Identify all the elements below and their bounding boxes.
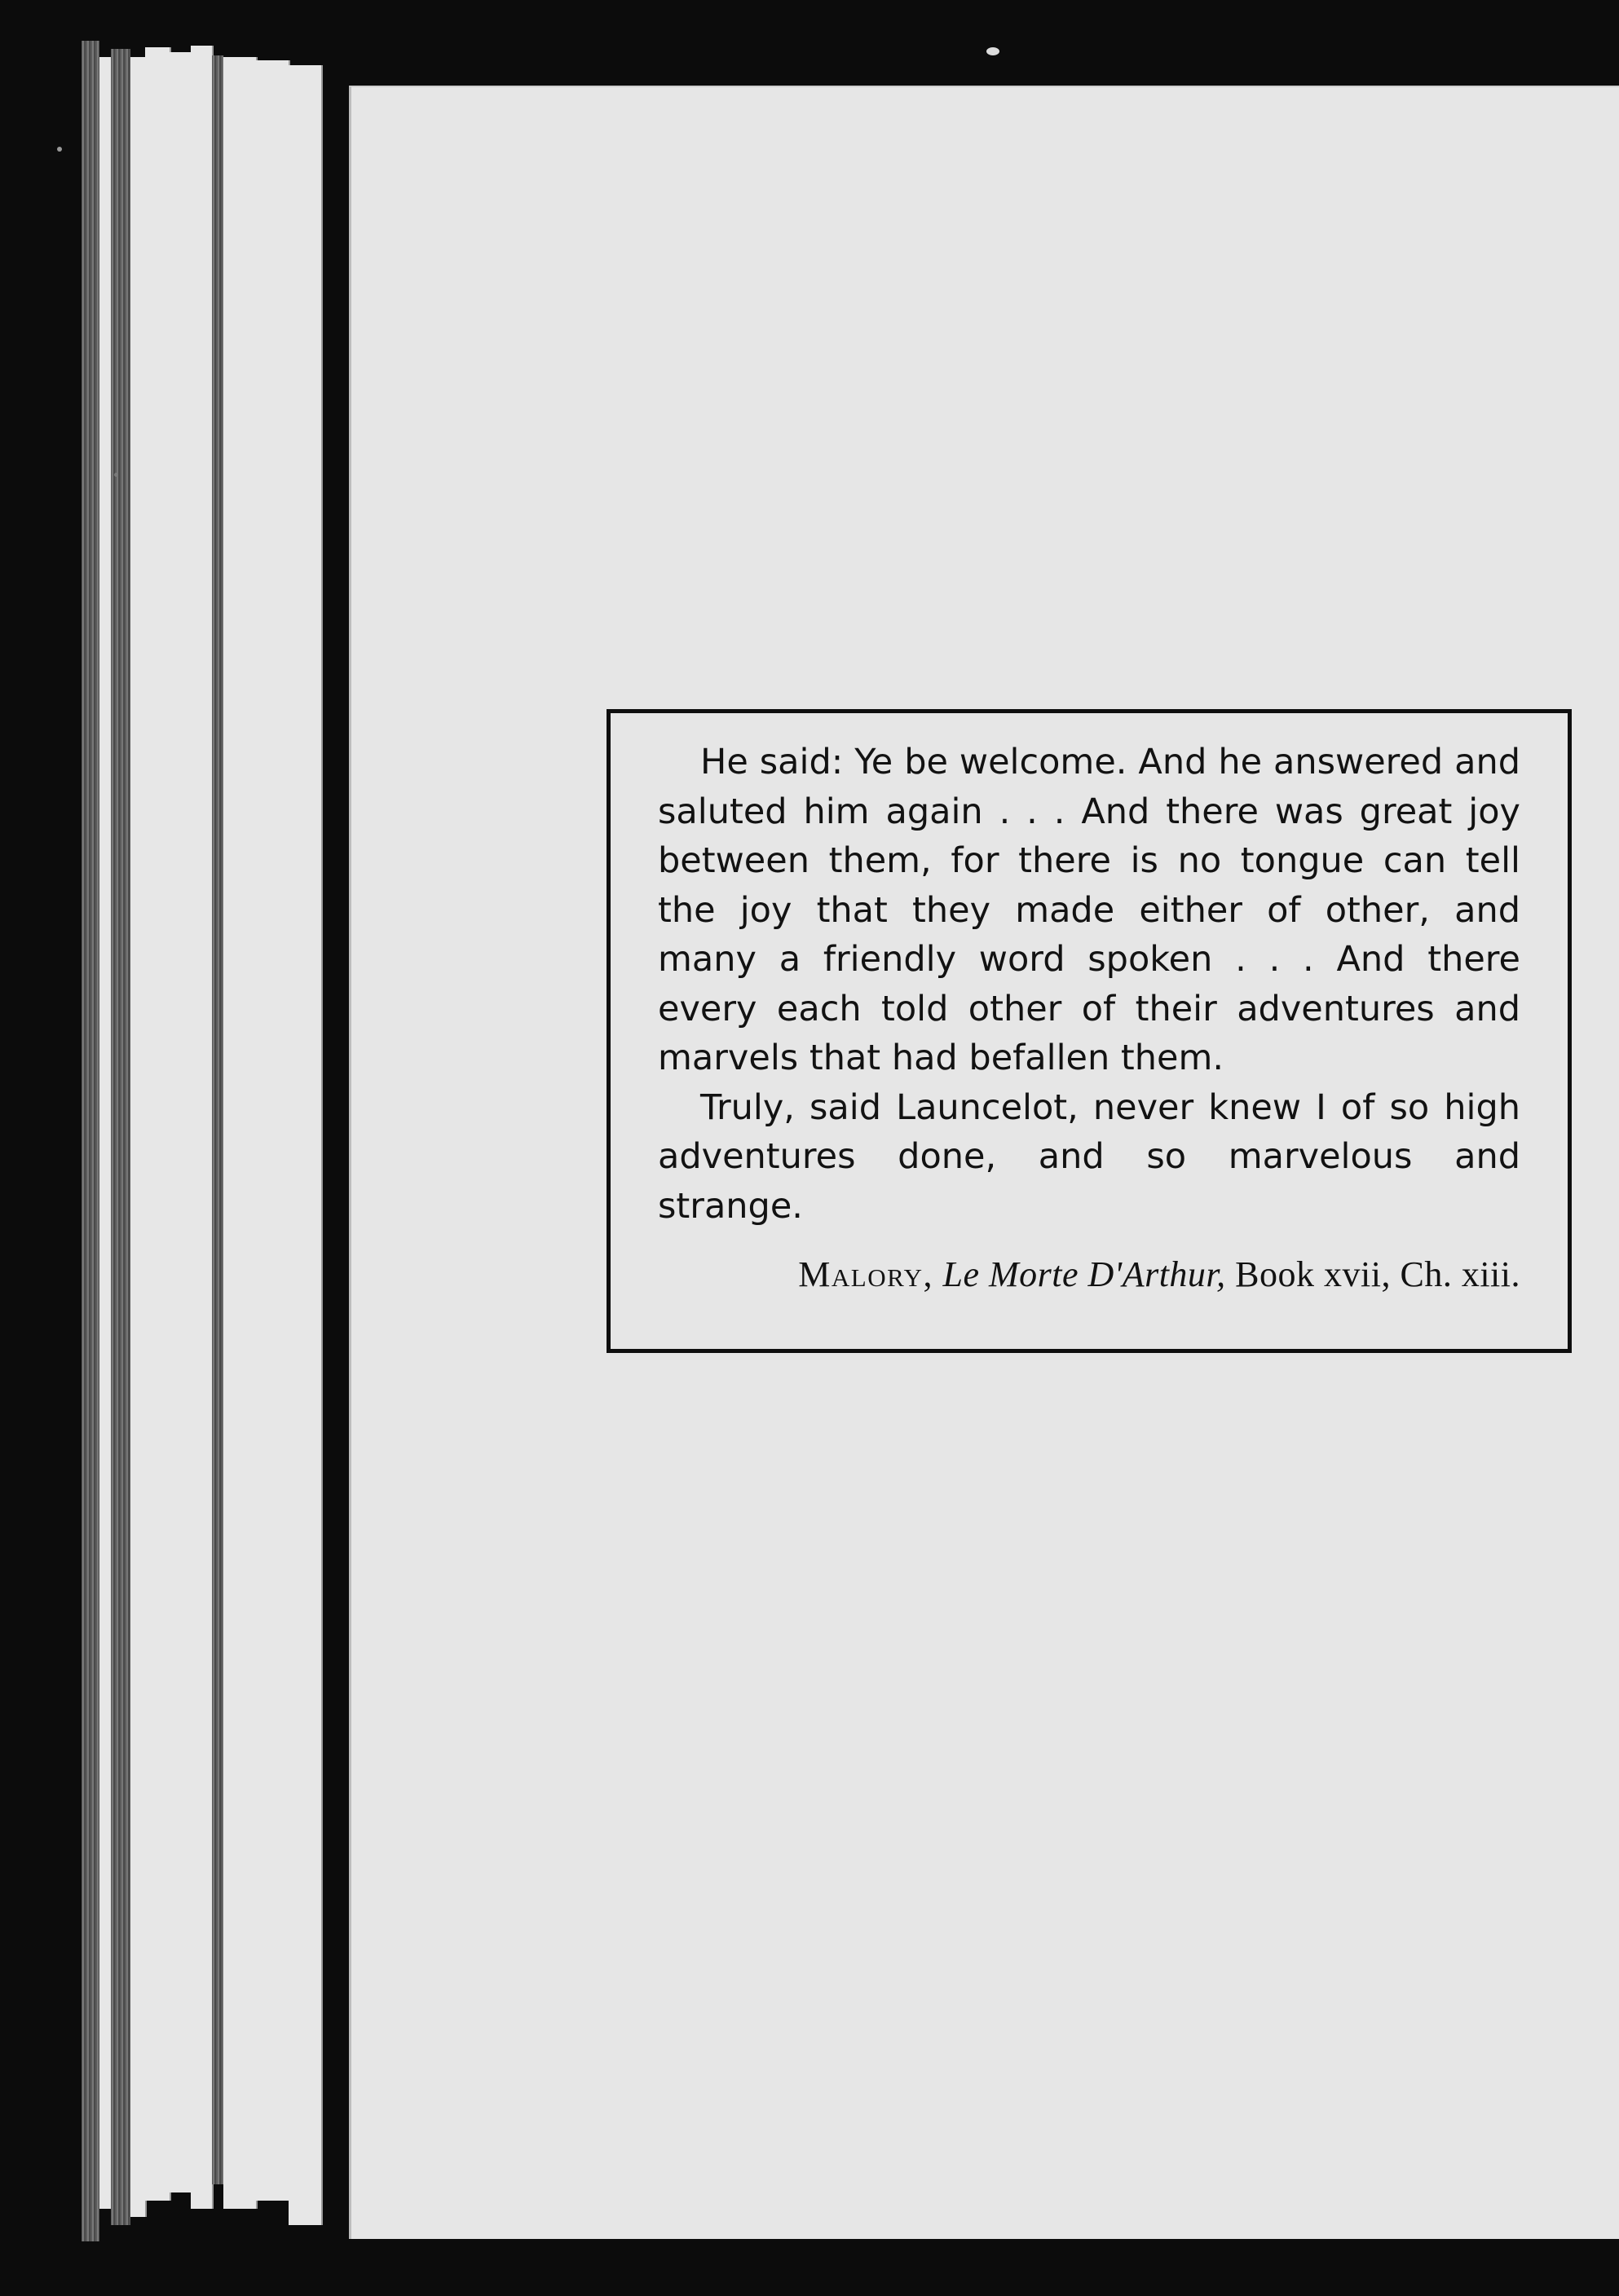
page-edges-stack	[82, 41, 359, 2241]
page-edge	[145, 47, 171, 2201]
citation-reference: Book xvii, Ch. xiii.	[1235, 1254, 1520, 1294]
quote-citation	[658, 1254, 1520, 1295]
citation-work: Le Morte D'Arthur,	[942, 1254, 1226, 1294]
quote-box	[607, 709, 1572, 1353]
page-edge	[130, 57, 147, 2217]
page-edge	[82, 41, 99, 2241]
page-edge	[170, 52, 192, 2192]
page-edge	[212, 55, 223, 2184]
quote-paragraph-2: Truly, said Launcelot, never knew I of so high adventures done, and so marvelous and strange.	[658, 1086, 1520, 1227]
citation-author: Malory,	[798, 1254, 933, 1294]
scan-speck	[57, 147, 62, 152]
scan-speck	[986, 47, 999, 55]
page-edge	[289, 65, 323, 2225]
page-edge	[223, 57, 258, 2209]
scan-speck	[114, 473, 118, 477]
page-edge	[111, 49, 130, 2225]
page-edge	[256, 60, 290, 2201]
quote-paragraph-1: He said: Ye be welcome. And he answered and saluted him again . . . And there was great joy between them, for there is no tongue can tell the joy that they made either of other, and many a friendly word spoken . . . And there every each told other of their adventures and marvels that had befallen them.	[658, 742, 1520, 1078]
page-edge	[191, 46, 214, 2209]
